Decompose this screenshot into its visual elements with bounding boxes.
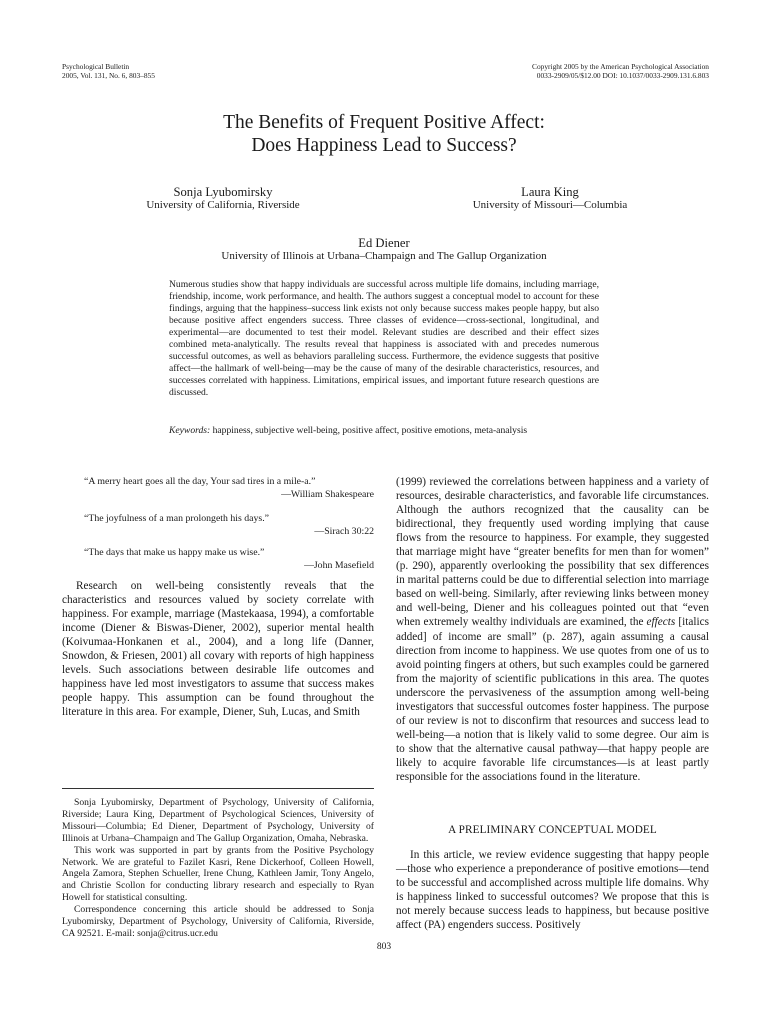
author-affiliation: University of Illinois at Urbana–Champaign and The Gallup Organization	[221, 250, 547, 262]
keywords	[169, 425, 599, 437]
title-line-1: The Benefits of Frequent Positive Affect:	[223, 112, 545, 133]
doi-info: 0033-2909/05/$12.00 DOI: 10.1037/0033-2909.131.6.803	[536, 71, 709, 80]
title-line-2: Does Happiness Lead to Success?	[251, 135, 517, 156]
footnote-acknowledgments: This work was supported in part by grants from the Positive Psychology Network. We are grateful to Fazilet Kasri, Rene Dickerhoof, Colleen Howell, Angela Zamora, Stephen Schueller, Irene Chung, Kathleen Jamir, Tony Angelo, and Christie Scollon for conducting library research and especially to Ryan Howell for statistical consulting.	[62, 844, 374, 904]
article-title	[0, 111, 768, 157]
footnote-divider	[62, 788, 374, 789]
epigraph-quote: “The joyfulness of a man prolongeth his days.”	[84, 513, 270, 524]
epigraph-2	[84, 512, 374, 538]
epigraph-1	[84, 475, 374, 501]
italic-word: effects	[646, 616, 676, 629]
epigraph-3	[84, 546, 374, 572]
copyright-notice: Copyright 2005 by the American Psychological Association	[532, 62, 709, 71]
abstract: Numerous studies show that happy individuals are successful across multiple life domains, including marriage, friendship, income, work performance, and health. The authors suggest a conceptual model to account for these findings, arguing that the happiness–success link exists not only because success makes people happy, but also because positive affect engenders success. Three classes of evidence—cross-sectional, longitudinal, and experimental—are documented to test their model. Relevant studies are described and their effect sizes combined meta-analytically. The results reveal that happiness is associated with and precedes numerous successful outcomes, as well as behaviors paralleling success. Furthermore, the evidence suggests that positive affect—the hallmark of well-being—may be the cause of many of the desirable characteristics, resources, and successes correlated with happiness. Limitations, empirical issues, and important future research questions are discussed.	[169, 279, 599, 398]
author-name: Ed Diener	[358, 236, 410, 250]
author-footnotes	[62, 797, 374, 940]
volume-info: 2005, Vol. 131, No. 6, 803–855	[62, 71, 155, 80]
body-paragraph	[396, 475, 709, 784]
author-affiliation: University of California, Riverside	[146, 199, 300, 211]
body-text: (1999) reviewed the correlations between happiness and a variety of resources, desirable characteristics, and favorable life circumstances. Although the authors recognized that the causality can be bidirectional, they frequently used wording implying that cause flows from the resource to happiness. For example, they suggested that marriage might have “greater benefits for men than for women” (p. 290), apparently overlooking the possibility that sex differences in marital patterns could be due to differential selection into marriage based on well-being. Similarly, after reviewing links between money and well-being, Diener and his colleagues pointed out that “even when extremely wealthy individuals are examined, the	[396, 476, 709, 629]
keywords-label: Keywords:	[169, 425, 211, 436]
section-heading: A PRELIMINARY CONCEPTUAL MODEL	[448, 824, 657, 836]
epigraph-source: —Sirach 30:22	[314, 526, 374, 537]
copyright-header	[532, 62, 709, 80]
author-block-2	[420, 185, 680, 212]
author-name: Laura King	[521, 185, 579, 199]
epigraph-quote: “A merry heart goes all the day, Your sad tires in a mile-a.”	[84, 476, 316, 487]
footnote-affiliations: Sonja Lyubomirsky, Department of Psychology, University of California, Riverside; Laura King, Department of Psychological Sciences, University of Missouri—Columbia; Ed Diener, Department of Psychology, University of Illinois at Urbana–Champaign and The Gallup Organization, Omaha, Nebraska.	[62, 797, 374, 844]
journal-name: Psychological Bulletin	[62, 62, 130, 71]
epigraph-source: —William Shakespeare	[281, 489, 374, 500]
author-block-3	[0, 236, 768, 263]
author-block-1	[95, 185, 351, 212]
author-affiliation: University of Missouri—Columbia	[472, 199, 628, 211]
epigraph-quote: “The days that make us happy make us wise.”	[84, 547, 265, 558]
journal-header	[62, 62, 155, 80]
keywords-text: happiness, subjective well-being, positive affect, positive emotions, meta-analysis	[210, 425, 528, 436]
page-number: 803	[376, 942, 392, 952]
epigraph-source: —John Masefield	[304, 560, 374, 571]
author-name: Sonja Lyubomirsky	[173, 185, 273, 199]
body-paragraph: Research on well-being consistently reveals that the characteristics and resources valued by society correlate with happiness. For example, marriage (Mastekaasa, 1994), a comfortable income (Diener & Biswas-Diener, 2002), superior mental health (Koivumaa-Honkanen et al., 2004), and a long life (Danner, Snowdon, & Friesen, 2001) all covary with reports of high happiness levels. Such associations between desirable life outcomes and happiness have led most investigators to assume that success makes people happy. This assumption can be found throughout the literature in this area. For example, Diener, Suh, Lucas, and Smith	[62, 580, 374, 719]
section-body	[396, 848, 709, 932]
body-paragraph: In this article, we review evidence suggesting that happy people—those who experience a preponderance of positive emotions—tend to be successful and accomplished across multiple life domains. Why is happiness linked to successful outcomes? We propose that this is not merely because success leads to happiness, but because positive affect (PA) engenders success. Positively	[396, 849, 709, 932]
right-column	[396, 475, 709, 784]
footnote-correspondence: Correspondence concerning this article should be addressed to Sonja Lyubomirsky, Department of Psychology, University of California, Riverside, CA 92521. E-mail: sonja@citrus.ucr.edu	[62, 904, 374, 939]
body-text: [italics added] of income are small” (p. 287), again assuming a causal direction from income to happiness. We use quotes from one of us to avoid pointing fingers at others, but such examples could be garnered from the majority of scientific publications in this area. The quotes underscore the pervasiveness of the assumption among well-being investigators that successful outcomes foster happiness. The purpose of our review is not to disconfirm that resources and success lead to well-being—a notion that is likely valid to some degree. Our aim is to show that the alternative causal pathway—that happy people are likely to acquire favorable life circumstances—is at least partly responsible for the associations found in the literature.	[396, 616, 709, 783]
left-column	[62, 579, 374, 719]
